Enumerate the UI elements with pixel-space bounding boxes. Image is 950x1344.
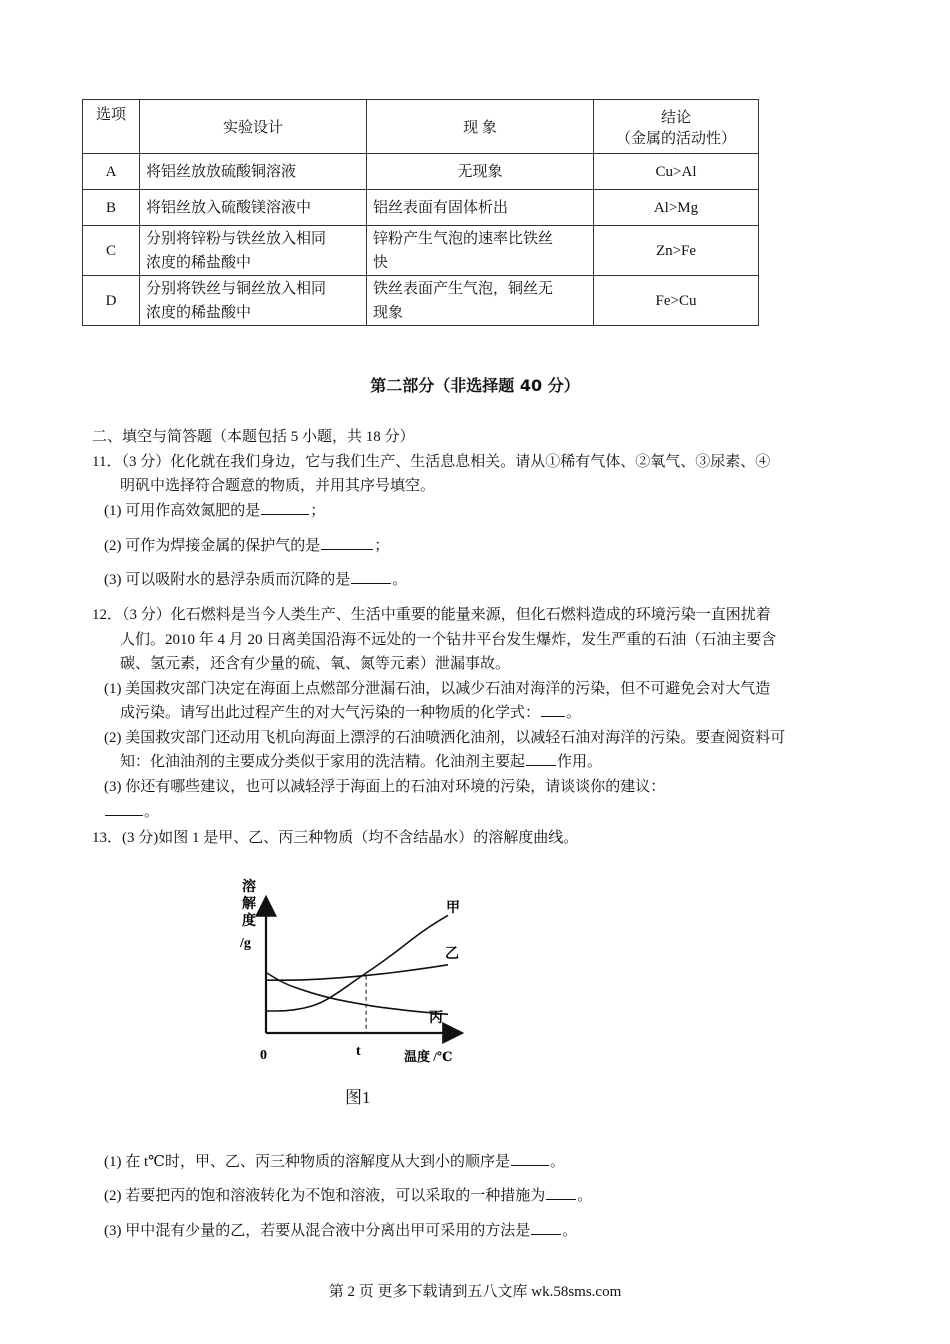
- series-label-jia: 甲: [446, 901, 460, 916]
- row-design: [140, 226, 367, 276]
- phenomenon-line: 铁丝表面产生气泡，铜丝无: [373, 280, 554, 297]
- q12-sub1-end: 。: [566, 705, 582, 721]
- phenomenon-line: 现象: [373, 304, 404, 321]
- ylabel-char: 度: [242, 914, 256, 929]
- q12-sub1a: (1) 美国救灾部门决定在海面上点燃部分泄漏石油，以减少石油对海洋的污染，但不可避免会对大气造: [104, 681, 771, 697]
- phenomenon-line: 快: [373, 254, 389, 271]
- solubility-chart: [236, 875, 486, 1075]
- answer-blank[interactable]: [511, 1151, 549, 1166]
- q12-sub3: (3) 你还有哪些建议，也可以减轻浮于海面上的石油对环境的污染，请谈谈你的建议：: [104, 779, 666, 795]
- q13-sub1: [104, 1150, 565, 1174]
- q13-sub1-end: 。: [549, 1154, 565, 1170]
- q12-sub3-answer: [104, 800, 159, 824]
- origin-label: 0: [260, 1048, 267, 1063]
- answer-blank[interactable]: [351, 569, 391, 584]
- table-row: [83, 276, 759, 326]
- part-two-heading: 第二部分（非选择题 40 分）: [370, 376, 580, 395]
- experiment-table: [82, 99, 759, 326]
- row-option: D: [83, 276, 140, 326]
- q11-sub1-text: (1) 可用作高效氮肥的是: [104, 503, 261, 519]
- table-row: [83, 226, 759, 276]
- q13-sub3-end: 。: [562, 1223, 578, 1239]
- q13-sub2: [104, 1184, 592, 1208]
- header-phenomenon: 现 象: [367, 100, 594, 154]
- phenomenon-line: 锌粉产生气泡的速率比铁丝: [373, 230, 554, 247]
- q12-line1: 12．（3 分）化石燃料是当今人类生产、生活中重要的能量来源，但化石燃料造成的环境污染一直困扰着: [92, 607, 771, 623]
- q12-sub2-end: 作用。: [557, 754, 603, 770]
- design-line: 分别将锌粉与铁丝放入相同: [146, 230, 327, 247]
- q13-sub2-end: 。: [577, 1188, 593, 1204]
- answer-blank[interactable]: [531, 1220, 561, 1235]
- ylabel-char: /g: [240, 936, 251, 951]
- answer-blank[interactable]: [526, 751, 556, 766]
- q12-sub2b-text: 知：化油油剂的主要成分类似于家用的洗洁精。化油剂主要起: [120, 754, 526, 770]
- page-footer: 第 2 页 更多下载请到五八文库 wk.58sms.com: [328, 1284, 622, 1300]
- q11-sub3: [104, 568, 407, 592]
- q11-sub3-text: (3) 可以吸附水的悬浮杂质而沉降的是: [104, 572, 351, 588]
- q11-sub2: [104, 534, 389, 558]
- row-phenomenon: 无现象: [367, 154, 594, 190]
- table-row: [83, 190, 759, 226]
- answer-blank[interactable]: [541, 702, 565, 717]
- row-conclusion: Cu>Al: [594, 154, 759, 190]
- series-label-yi: 乙: [445, 947, 459, 962]
- row-option: B: [83, 190, 140, 226]
- section-title: 二、填空与简答题（本题包括 5 小题，共 18 分）: [92, 429, 415, 445]
- q13-line1: 13．(3 分)如图 1 是甲、乙、丙三种物质（均不含结晶水）的溶解度曲线。: [92, 830, 579, 846]
- table-header-row: [83, 100, 759, 154]
- q11-sub2-end: ；: [374, 538, 390, 554]
- ylabel-char: 溶: [242, 880, 256, 895]
- q12-line3: 碳、氢元素，还含有少量的硫、氧、氮等元素）泄漏事故。: [120, 656, 511, 672]
- ylabel-char: 解: [242, 897, 256, 912]
- row-design: 将铝丝放入硫酸镁溶液中: [140, 190, 367, 226]
- table-row: [83, 154, 759, 190]
- q11-sub2-text: (2) 可作为焊接金属的保护气的是: [104, 538, 321, 554]
- q12-line2: 人们。2010 年 4 月 20 日离美国沿海不远处的一个钻井平台发生爆炸，发生严重的石油（石油主要含: [120, 632, 777, 648]
- answer-blank[interactable]: [105, 801, 143, 816]
- q12-sub1b: [120, 701, 581, 725]
- row-design: 将铝丝放放硫酸铜溶液: [140, 154, 367, 190]
- row-conclusion: Al>Mg: [594, 190, 759, 226]
- row-phenomenon: [367, 276, 594, 326]
- header-conclusion-line2: （金属的活动性）: [615, 130, 736, 147]
- row-option: C: [83, 226, 140, 276]
- header-conclusion-line1: 结论: [660, 109, 691, 126]
- series-line-jia: [266, 915, 448, 1011]
- design-line: 浓度的稀盐酸中: [146, 304, 252, 321]
- q12-sub2b: [120, 750, 602, 774]
- q11-sub1-end: ；: [310, 503, 326, 519]
- row-phenomenon: 铝丝表面有固体析出: [367, 190, 594, 226]
- answer-blank[interactable]: [321, 535, 373, 550]
- design-line: 分别将铁丝与铜丝放入相同: [146, 280, 327, 297]
- q13-sub2-text: (2) 若要把丙的饱和溶液转化为不饱和溶液，可以采取的一种措施为: [104, 1188, 546, 1204]
- design-line: 浓度的稀盐酸中: [146, 254, 252, 271]
- row-option: A: [83, 154, 140, 190]
- header-conclusion: [594, 100, 759, 154]
- answer-blank[interactable]: [546, 1185, 576, 1200]
- answer-blank[interactable]: [261, 500, 309, 515]
- t-label: t: [356, 1044, 361, 1059]
- q12-sub3-end: 。: [144, 804, 160, 820]
- q11-sub3-end: 。: [392, 572, 408, 588]
- row-design: [140, 276, 367, 326]
- q13-sub3: [104, 1219, 577, 1243]
- header-design: 实验设计: [140, 100, 367, 154]
- q13-sub1-text: (1) 在 t℃时，甲、乙、丙三种物质的溶解度从大到小的顺序是: [104, 1154, 510, 1170]
- xlabel: 温度 /℃: [404, 1049, 453, 1064]
- row-conclusion: Fe>Cu: [594, 276, 759, 326]
- header-option: 选项: [83, 100, 140, 154]
- series-label-bing: 丙: [429, 1011, 443, 1026]
- q11-line2: 明矾中选择符合题意的物质，并用其序号填空。: [120, 478, 436, 494]
- figure-caption: 图1: [345, 1088, 371, 1107]
- q11-line1: 11．（3 分）化化就在我们身边，它与我们生产、生活息息相关。请从①稀有气体、②氧气、③尿素、④: [92, 454, 771, 470]
- row-conclusion: Zn>Fe: [594, 226, 759, 276]
- q11-sub1: [104, 499, 325, 523]
- row-phenomenon: [367, 226, 594, 276]
- q12-sub1b-text: 成污染。请写出此过程产生的对大气污染的一种物质的化学式：: [120, 705, 541, 721]
- q13-sub3-text: (3) 甲中混有少量的乙，若要从混合液中分离出甲可采用的方法是: [104, 1223, 531, 1239]
- series-line-yi: [266, 965, 448, 980]
- q12-sub2a: (2) 美国救灾部门还动用飞机向海面上漂浮的石油喷洒化油剂，以减轻石油对海洋的污染。要查阅资料可: [104, 730, 786, 746]
